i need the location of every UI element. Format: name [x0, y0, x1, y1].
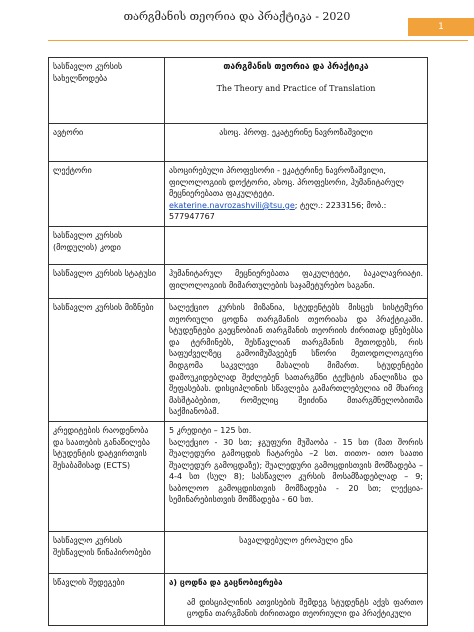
outcomes-heading: ა) ცოდნა და გაცნობიერება: [169, 577, 283, 587]
course-title-georgian: თარგმანის თეორია და პრაქტიკა: [223, 62, 369, 72]
row-credits: [49, 421, 428, 531]
label-lecturer: ლექტორი: [49, 162, 165, 227]
label-course-goals: სასწავლო კურსის მიზნები: [49, 298, 165, 421]
row-course-goals: [49, 298, 428, 421]
value-credits: [165, 421, 428, 531]
row-course-status: [49, 264, 428, 298]
label-author: ავტორი: [49, 124, 165, 162]
row-lecturer: [49, 162, 428, 227]
lecturer-phones: ; ტელ.: 2233156; მობ.: 577947767: [169, 200, 387, 222]
value-course-goals: სალექციო კურსის მიზანია, სტუდენტებს მისცეს სისტემური თეორიული ცოდნა თარგმანის თეორიასა და პრაქტიკაში. სტუდენტები გაეცნობიან თარგმანის თეორიის ძირითად ცნებებსა და ტერმინებს, შესწავლიან თარგმანის მეთოდებს, რის საფუძველზეც გამოიმუშავებენ სწორი მეთოდოლოგიური მიდგომა საკვლევი მასალის მიმართ. სტუდენტები დამოუკიდებლად შეძლებენ სათარგმნი ტექსტის ანალიზსა და შეფასებას. დისციპლინის სწავლება გამართლებულია იმ მხარივ მასშტაბებით, რომელიც შეიძინა მთარგმნელობითმა საქმიანობამ.: [165, 298, 428, 421]
outcomes-text: ამ დისციპლინის ათვისების შემდეგ სტუდენტს აქვს ფართო ცოდნა თარგმანის ძირითადი თეორიული და პრაქტიკული: [187, 597, 423, 619]
label-outcomes: სწავლის შედეგები: [49, 573, 165, 625]
value-prerequisites: სავალდებულო ეროპული ენა: [165, 531, 428, 573]
syllabus-table: [48, 57, 428, 626]
credits-total: 5 კრედიტი – 125 სთ.: [169, 425, 252, 435]
label-credits: კრედიტების რაოდენობა და საათების განაწილება სტუდენტის დატვირთვის შესაბამისად (ECTS): [49, 421, 165, 531]
header-divider: [48, 40, 468, 41]
row-course-name: [49, 58, 428, 124]
row-outcomes: [49, 573, 428, 625]
value-course-name: [165, 58, 428, 124]
row-prerequisites: [49, 531, 428, 573]
label-course-status: სასწავლო კურსის სტატუსი: [49, 264, 165, 298]
credits-breakdown: სალექციო - 30 სთ; ჯგუფური მუშაობა - 15 სთ (მათ შორის შუალედური გამოცდის ჩატარება –2 სთ. თითო- ითო საათი შუალედურ გამოცდაზე); შუალედური გამოცდისთვის მომზადება – 4-4 სთ (სულ 8); სასწავლო კურსის მოსამზადებლად – 9; საბოლოო გამოცდისთვის მომზადება - 20 სთ; ლექცია-სემინარებისთვის მომზადება - 60 სთ.: [169, 437, 423, 505]
value-author: ასოც. პროფ. ეკატერინე ნავროზაშვილი: [165, 124, 428, 162]
row-course-code: [49, 226, 428, 264]
value-course-code: [165, 226, 428, 264]
label-course-name: სასწავლო კურსის სახელწოდება: [49, 58, 165, 124]
label-course-code: სასწავლო კურსის (მოდულის) კოდი: [49, 226, 165, 264]
document-header-title: თარგმანის თეორია და პრაქტიკა - 2020: [123, 10, 351, 23]
value-lecturer: [165, 162, 428, 227]
lecturer-description: ასოცირებული პროფესორი - ეკატერინე ნავროზაშვილი, ფილოლოგიის დოქტორი, ასოც. პროფესორი, ჰუმანიტარულ მეცნიერებათა ფაკულტეტი.: [169, 166, 404, 199]
course-title-english: The Theory and Practice of Translation: [216, 84, 376, 94]
value-course-status: ჰუმანიტარულ მეცნიერებათა ფაკულტეტი, ბაკალავრიატი. ფილოლოგიის მიმართულების საჯამეტურებო საგანი.: [165, 264, 428, 298]
label-prerequisites: სასწავლო კურსის შესწავლის წინაპირობები: [49, 531, 165, 573]
page-number-badge: 1: [408, 18, 474, 36]
value-outcomes: [165, 573, 428, 625]
row-author: [49, 124, 428, 162]
lecturer-email-link[interactable]: ekaterine.navrozashvili@tsu.ge: [169, 200, 295, 210]
